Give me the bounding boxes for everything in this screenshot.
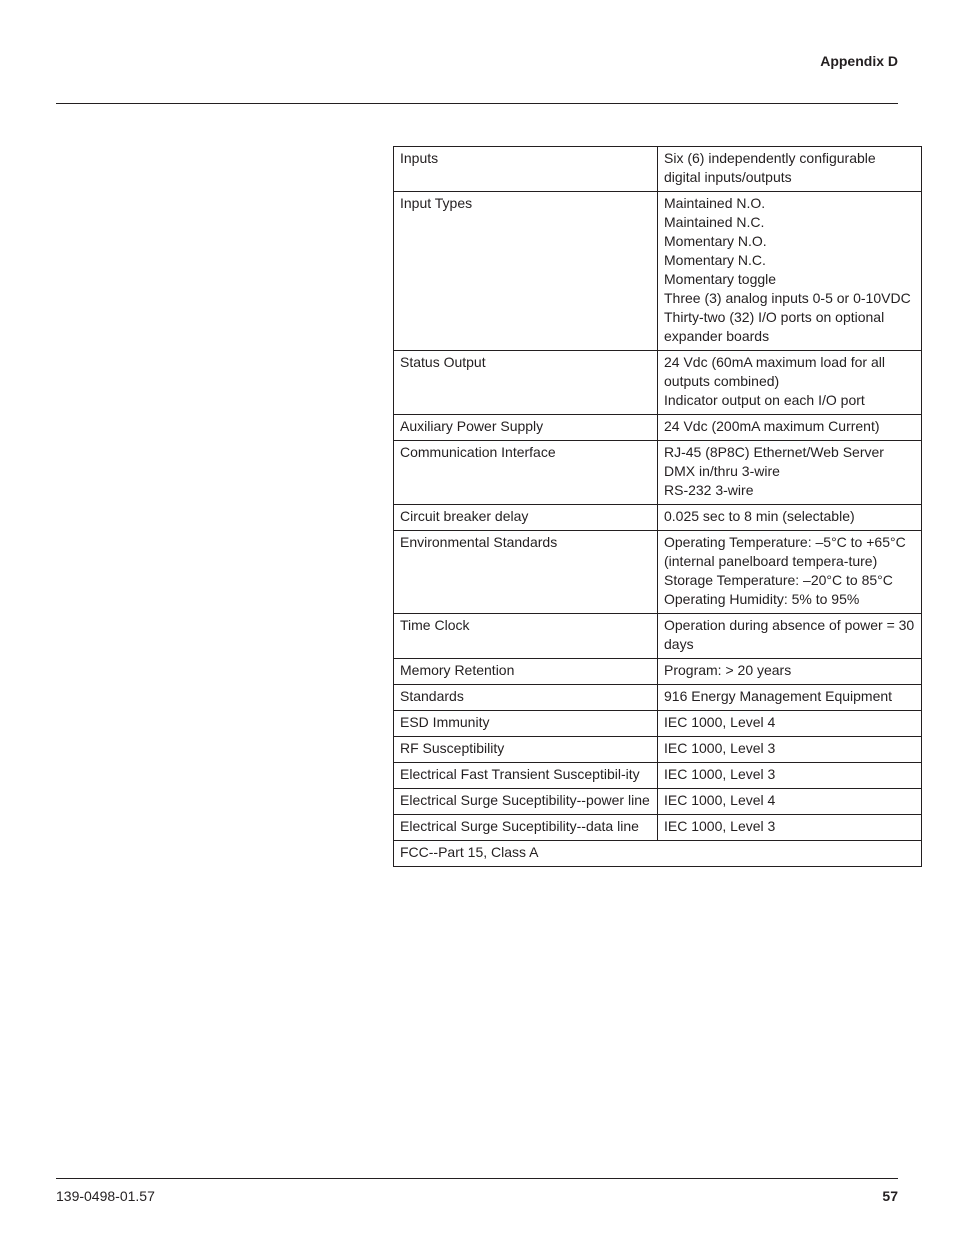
spec-value-line: IEC 1000, Level 3 [664, 818, 776, 834]
spec-label: Auxiliary Power Supply [394, 415, 658, 441]
spec-value [658, 815, 922, 841]
spec-value [658, 789, 922, 815]
spec-value-line: Momentary toggle [664, 271, 777, 287]
spec-value-line: Indicator output on each I/O port [664, 392, 865, 408]
spec-value [658, 711, 922, 737]
table-row [394, 505, 922, 531]
spec-label: Environmental Standards [394, 531, 658, 614]
spec-label: Standards [394, 685, 658, 711]
spec-label: Electrical Surge Suceptibility--data line [394, 815, 658, 841]
header-divider [56, 103, 898, 104]
spec-value-line: Program: > 20 years [664, 662, 792, 678]
spec-value-line: Operating Temperature: –5°C to +65°C (internal panelboard tempera-ture) [664, 534, 906, 569]
document-number: 139-0498-01.57 [56, 1188, 155, 1204]
table-row [394, 711, 922, 737]
page-number: 57 [882, 1188, 898, 1204]
spec-value-line: 24 Vdc (200mA maximum Current) [664, 418, 880, 434]
spec-value-line: RJ-45 (8P8C) Ethernet/Web Server [664, 444, 884, 460]
table-row [394, 415, 922, 441]
table-row [394, 659, 922, 685]
spec-value [658, 763, 922, 789]
spec-label: Electrical Fast Transient Susceptibil-ity [394, 763, 658, 789]
spec-value-line: Maintained N.C. [664, 214, 765, 230]
spec-label: Inputs [394, 147, 658, 192]
table-row [394, 192, 922, 351]
spec-label: Status Output [394, 351, 658, 415]
spec-value [658, 351, 922, 415]
spec-value-line: RS-232 3-wire [664, 482, 754, 498]
spec-value-line: Momentary N.C. [664, 252, 766, 268]
spec-value-line: Six (6) independently configurable digital inputs/outputs [664, 150, 876, 185]
spec-value-line: Storage Temperature: –20°C to 85°C [664, 572, 893, 588]
spec-label: RF Susceptibility [394, 737, 658, 763]
table-row-footer [394, 841, 922, 867]
spec-label: ESD Immunity [394, 711, 658, 737]
table-row [394, 531, 922, 614]
spec-label: Time Clock [394, 614, 658, 659]
spec-value-line: IEC 1000, Level 4 [664, 714, 776, 730]
table-row [394, 614, 922, 659]
spec-value [658, 147, 922, 192]
specifications-table-body [394, 147, 922, 867]
table-row [394, 685, 922, 711]
spec-value [658, 415, 922, 441]
spec-value [658, 505, 922, 531]
spec-value-line: IEC 1000, Level 3 [664, 766, 776, 782]
spec-value [658, 614, 922, 659]
spec-value-line: 24 Vdc (60mA maximum load for all outputs combined) [664, 354, 885, 389]
spec-value-line: IEC 1000, Level 3 [664, 740, 776, 756]
spec-label: Communication Interface [394, 441, 658, 505]
spec-value-line: Operating Humidity: 5% to 95% [664, 591, 860, 607]
section-title: Appendix D [820, 53, 898, 69]
specifications-table [393, 146, 922, 867]
spec-value-line: Momentary N.O. [664, 233, 767, 249]
table-row [394, 351, 922, 415]
spec-value-line: 916 Energy Management Equipment [664, 688, 893, 704]
table-row [394, 789, 922, 815]
spec-value-line: IEC 1000, Level 4 [664, 792, 776, 808]
table-row [394, 441, 922, 505]
spec-value [658, 531, 922, 614]
spec-value [658, 737, 922, 763]
spec-label: Memory Retention [394, 659, 658, 685]
footer-divider [56, 1178, 898, 1179]
table-row [394, 763, 922, 789]
spec-label: Circuit breaker delay [394, 505, 658, 531]
table-row [394, 737, 922, 763]
spec-value-line: DMX in/thru 3-wire [664, 463, 780, 479]
table-row [394, 815, 922, 841]
spec-value-line: Three (3) analog inputs 0-5 or 0-10VDC [664, 290, 911, 306]
spec-value [658, 192, 922, 351]
spec-value-line: Operation during absence of power = 30 days [664, 617, 915, 652]
spec-value-line: Thirty-two (32) I/O ports on optional expander boards [664, 309, 885, 344]
spec-value [658, 441, 922, 505]
spec-label: Input Types [394, 192, 658, 351]
spec-value-line: 0.025 sec to 8 min (selectable) [664, 508, 855, 524]
table-row [394, 147, 922, 192]
spec-value [658, 659, 922, 685]
spec-value [658, 685, 922, 711]
spec-label: Electrical Surge Suceptibility--power line [394, 789, 658, 815]
fcc-compliance-note: FCC--Part 15, Class A [394, 841, 922, 867]
spec-value-line: Maintained N.O. [664, 195, 766, 211]
